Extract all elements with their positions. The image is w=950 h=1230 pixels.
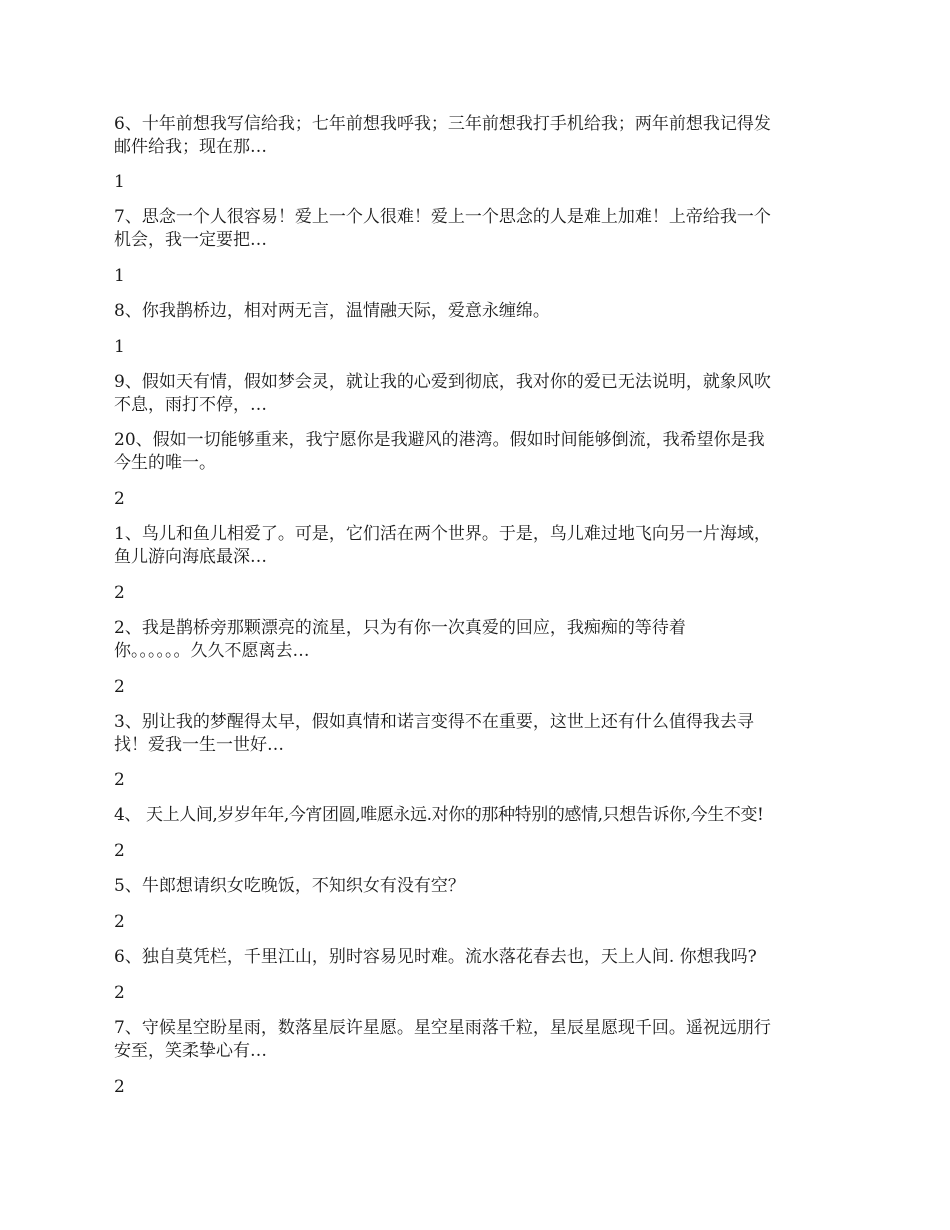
paragraph-line: 6、独自莫凭栏，千里江山，别时容易见时难。流水落花春去也，天上人间. 你想我吗? — [114, 947, 757, 967]
number-line: 2 — [114, 1077, 125, 1097]
paragraph-line: 你。。。。。。久久不愿离去… — [114, 641, 310, 661]
number-line: 2 — [114, 677, 125, 697]
paragraph-line: 安至，笑柔挚心有… — [114, 1041, 267, 1061]
number-line: 2 — [114, 770, 125, 790]
paragraph-line: 机会，我一定要把… — [114, 230, 267, 250]
paragraph-line: 5、牛郎想请织女吃晚饭，不知织女有没有空？ — [114, 876, 465, 896]
paragraph-line: 2、我是鹊桥旁那颗漂亮的流星，只为有你一次真爱的回应，我痴痴的等待着 — [114, 618, 686, 638]
number-line: 2 — [114, 983, 125, 1003]
paragraph-line: 鱼儿游向海底最深… — [114, 547, 267, 567]
paragraph-line: 4、 天上人间,岁岁年年,今宵团圆,唯愿永远.对你的那种特别的感情,只想告诉你,今生不变! — [114, 805, 764, 825]
paragraph-line: 7、守候星空盼星雨，数落星辰许星愿。星空星雨落千粒，星辰星愿现千回。遥祝远朋行 — [114, 1018, 771, 1038]
number-line: 2 — [114, 841, 125, 861]
number-line: 2 — [114, 912, 125, 932]
paragraph-line: 6、十年前想我写信给我；七年前想我呼我；三年前想我打手机给我；两年前想我记得发 — [114, 114, 771, 134]
paragraph-line: 找！爱我一生一世好… — [114, 735, 284, 755]
paragraph-line: 今生的唯一。 — [114, 453, 216, 473]
paragraph-line: 邮件给我；现在那… — [114, 137, 267, 157]
paragraph-line: 不息，雨打不停，… — [114, 395, 267, 415]
number-line: 1 — [114, 266, 125, 286]
paragraph-line: 20、假如一切能够重来，我宁愿你是我避风的港湾。假如时间能够倒流，我希望你是我 — [114, 430, 765, 450]
paragraph-line: 7、思念一个人很容易！爱上一个人很难！爱上一个思念的人是难上加难！上帝给我一个 — [114, 207, 771, 227]
paragraph-line: 9、假如天有情，假如梦会灵，就让我的心爱到彻底，我对你的爱已无法说明，就象风吹 — [114, 372, 771, 392]
paragraph-line: 3、别让我的梦醒得太早，假如真情和诺言变得不在重要，这世上还有什么值得我去寻 — [114, 712, 754, 732]
number-line: 1 — [114, 172, 125, 192]
number-line: 1 — [114, 337, 125, 357]
paragraph-line: 1、鸟儿和鱼儿相爱了。可是，它们活在两个世界。于是，鸟儿难过地飞向另一片海域， — [114, 524, 771, 544]
number-line: 2 — [114, 583, 125, 603]
number-line: 2 — [114, 489, 125, 509]
paragraph-line: 8、你我鹊桥边，相对两无言，温情融天际，爱意永缠绵。 — [114, 301, 550, 321]
